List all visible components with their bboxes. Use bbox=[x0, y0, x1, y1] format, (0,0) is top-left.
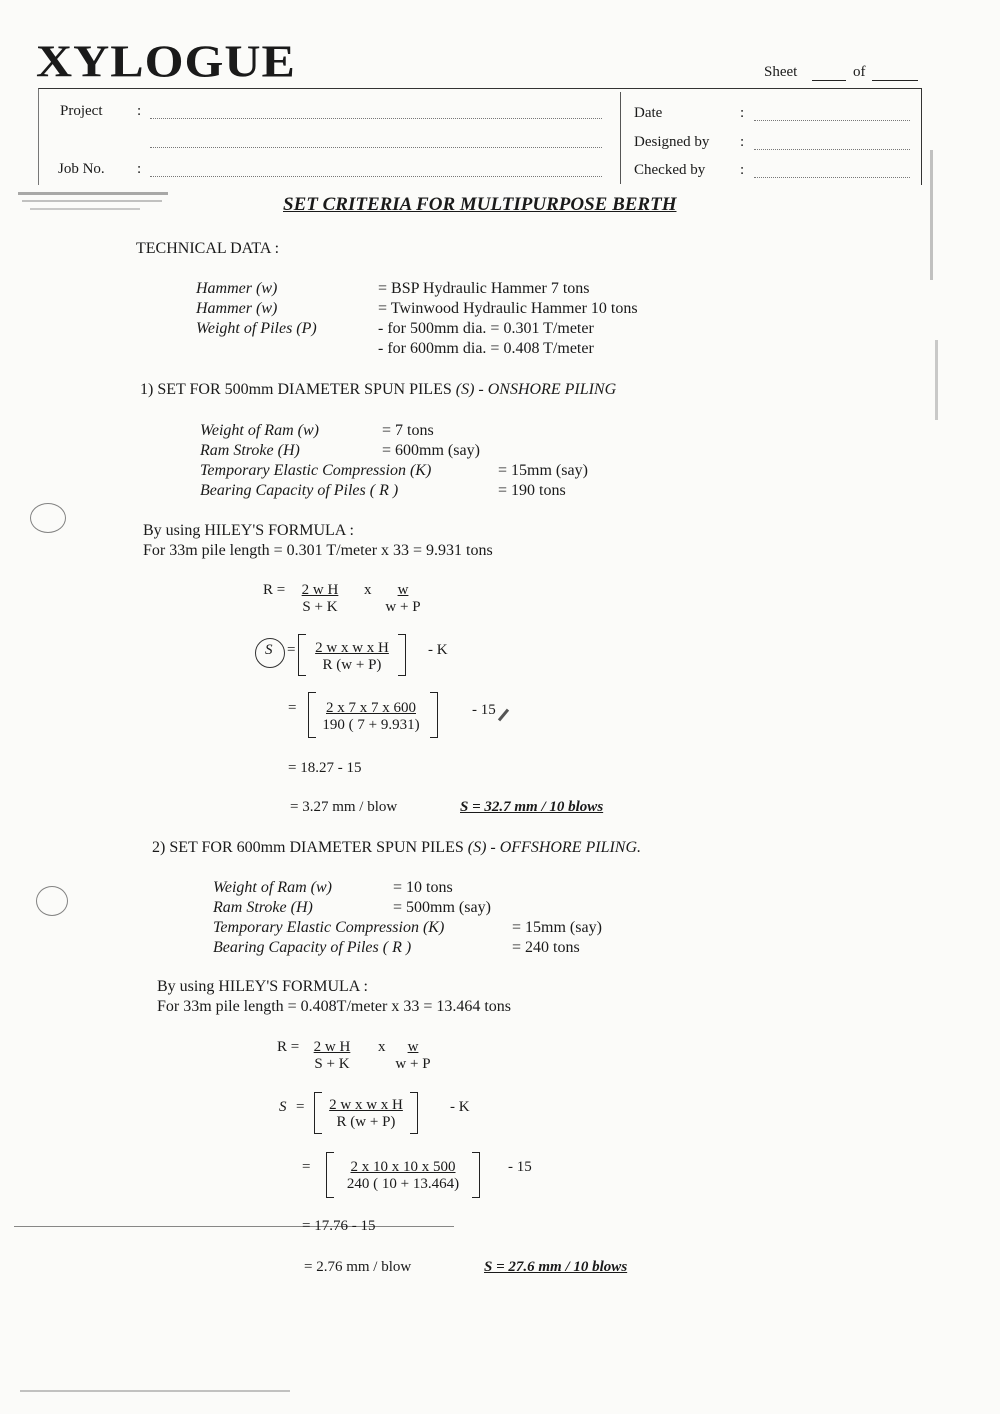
sheet-number-line bbox=[812, 80, 846, 81]
jobno-field-line bbox=[150, 176, 602, 177]
s1-r-den2: w + P bbox=[385, 599, 421, 615]
sheet-total-line bbox=[872, 80, 918, 81]
s1-s-bracket-right bbox=[398, 634, 406, 676]
s2-r-den1: S + K bbox=[314, 1056, 350, 1072]
tech-label-hammer-2: Hammer (w) bbox=[196, 300, 278, 317]
scan-artifact bbox=[935, 340, 938, 420]
s1-sub-bracket-right bbox=[430, 692, 438, 738]
date-label: Date bbox=[634, 105, 663, 121]
s2-pile-length: For 33m pile length = 0.408T/meter x 33 = 13.464 tons bbox=[157, 998, 512, 1015]
tech-value-pile-500: - for 500mm dia. = 0.301 T/meter bbox=[378, 320, 594, 337]
s2-s-eq: = bbox=[296, 1099, 305, 1115]
s1-label-ram-stroke: Ram Stroke (H) bbox=[200, 442, 300, 459]
s2-r-num1: 2 w H bbox=[313, 1039, 351, 1055]
s2-s-label: S bbox=[279, 1099, 287, 1115]
s2-value-elastic-compression: = 15mm (say) bbox=[512, 919, 602, 936]
s2-label-elastic-compression: Temporary Elastic Compression (K) bbox=[213, 919, 445, 936]
s2-label-bearing-capacity: Bearing Capacity of Piles ( R ) bbox=[213, 939, 412, 956]
s1-s-den: R (w + P) bbox=[322, 657, 382, 673]
scan-artifact bbox=[22, 200, 162, 202]
s2-r-den2: w + P bbox=[395, 1056, 431, 1072]
s1-r-num1: 2 w H bbox=[301, 582, 339, 598]
s1-step-2: = 18.27 - 15 bbox=[288, 760, 362, 776]
scan-artifact bbox=[18, 192, 168, 195]
project-field-line-2 bbox=[150, 147, 602, 148]
s1-minus-value: - 15 bbox=[472, 702, 496, 718]
s1-step-3: = 3.27 mm / blow bbox=[290, 799, 398, 815]
tech-value-pile-600: - for 600mm dia. = 0.408 T/meter bbox=[378, 340, 594, 357]
s2-value-ram-weight: = 10 tons bbox=[393, 879, 453, 896]
s2-sub-fraction bbox=[333, 1159, 473, 1193]
date-colon: : bbox=[740, 105, 745, 121]
s1-label-bearing-capacity: Bearing Capacity of Piles ( R ) bbox=[200, 482, 399, 499]
tech-value-hammer-2: = Twinwood Hydraulic Hammer 10 tons bbox=[378, 300, 638, 317]
s1-s-label: S bbox=[265, 642, 273, 658]
s1-result: S = 32.7 mm / 10 blows bbox=[460, 799, 604, 815]
checked-by-colon: : bbox=[740, 162, 745, 178]
s1-r-den1: S + K bbox=[302, 599, 338, 615]
s2-label-ram-stroke: Ram Stroke (H) bbox=[213, 899, 313, 916]
s2-s-bracket-right bbox=[410, 1092, 418, 1134]
s2-value-bearing-capacity: = 240 tons bbox=[512, 939, 580, 956]
s2-r-num2: w bbox=[407, 1039, 419, 1055]
section-1-heading-main: 1) SET FOR 500mm DIAMETER SPUN PILES bbox=[140, 381, 456, 398]
header-divider bbox=[620, 92, 621, 184]
s1-r-fraction-2 bbox=[378, 582, 428, 616]
s1-r-num2: w bbox=[397, 582, 409, 598]
s1-sub-fraction bbox=[312, 700, 430, 734]
s1-s-num: 2 w x w x H bbox=[315, 640, 389, 656]
s2-sub-eq: = bbox=[302, 1159, 311, 1175]
company-logo: XYLOGUE bbox=[36, 35, 296, 87]
project-field-line-1 bbox=[150, 118, 602, 119]
section-2-heading-tail: - OFFSHORE PILING. bbox=[486, 839, 642, 856]
s2-value-ram-stroke: = 500mm (say) bbox=[393, 899, 491, 916]
pencil-mark bbox=[36, 886, 68, 916]
jobno-colon: : bbox=[137, 161, 142, 177]
s1-minus-k: - K bbox=[428, 642, 448, 658]
section-1-heading-s: (S) bbox=[455, 381, 475, 398]
sheet-label: Sheet bbox=[764, 64, 798, 80]
s1-value-ram-stroke: = 600mm (say) bbox=[382, 442, 480, 459]
s2-result: S = 27.6 mm / 10 blows bbox=[484, 1259, 628, 1275]
s1-value-ram-weight: = 7 tons bbox=[382, 422, 434, 439]
scan-artifact bbox=[14, 1226, 454, 1227]
s2-s-den: R (w + P) bbox=[336, 1114, 396, 1130]
s2-label-ram-weight: Weight of Ram (w) bbox=[213, 879, 332, 896]
checked-by-label: Checked by bbox=[634, 162, 706, 178]
s2-s-fraction bbox=[320, 1097, 412, 1131]
designed-by-label: Designed by bbox=[634, 134, 710, 150]
designed-by-colon: : bbox=[740, 134, 745, 150]
s2-minus-k: - K bbox=[450, 1099, 470, 1115]
technical-data-heading: TECHNICAL DATA : bbox=[136, 240, 280, 257]
s2-step-2: = 17.76 - 15 bbox=[302, 1218, 376, 1234]
s2-times: x bbox=[378, 1039, 386, 1055]
s2-r-fraction-2 bbox=[388, 1039, 438, 1073]
checked-by-field-line bbox=[754, 177, 910, 178]
s2-formula-intro: By using HILEY'S FORMULA : bbox=[157, 978, 368, 995]
s1-value-elastic-compression: = 15mm (say) bbox=[498, 462, 588, 479]
s1-r-label: R = bbox=[263, 582, 286, 598]
scan-artifact bbox=[930, 150, 933, 280]
s2-r-label: R = bbox=[277, 1039, 300, 1055]
s1-s-eq: = bbox=[287, 642, 296, 658]
s1-label-elastic-compression: Temporary Elastic Compression (K) bbox=[200, 462, 432, 479]
s1-value-bearing-capacity: = 190 tons bbox=[498, 482, 566, 499]
s2-step-3: = 2.76 mm / blow bbox=[304, 1259, 412, 1275]
check-mark bbox=[498, 709, 509, 722]
section-2-heading bbox=[152, 839, 641, 857]
project-colon: : bbox=[137, 103, 142, 119]
designed-by-field-line bbox=[754, 149, 910, 150]
project-label: Project bbox=[60, 103, 103, 119]
s2-sub-den: 240 ( 10 + 13.464) bbox=[346, 1176, 460, 1192]
section-1-heading bbox=[140, 381, 616, 399]
page-title: SET CRITERIA FOR MULTIPURPOSE BERTH bbox=[283, 194, 677, 215]
s2-minus-value: - 15 bbox=[508, 1159, 532, 1175]
s1-label-ram-weight: Weight of Ram (w) bbox=[200, 422, 319, 439]
pencil-mark bbox=[30, 503, 66, 533]
section-2-heading-main: 2) SET FOR 600mm DIAMETER SPUN PILES bbox=[152, 839, 468, 856]
scan-artifact bbox=[20, 1390, 290, 1392]
s2-s-num: 2 w x w x H bbox=[329, 1097, 403, 1113]
jobno-label: Job No. bbox=[58, 161, 105, 177]
s1-r-fraction-1 bbox=[294, 582, 346, 616]
scan-artifact bbox=[30, 208, 140, 210]
header-box bbox=[38, 88, 922, 185]
s1-sub-num: 2 x 7 x 7 x 600 bbox=[326, 700, 416, 716]
date-field-line bbox=[754, 120, 910, 121]
section-1-heading-tail: - ONSHORE PILING bbox=[474, 381, 617, 398]
tech-label-pile-weight: Weight of Piles (P) bbox=[196, 320, 317, 337]
section-2-heading-s: (S) bbox=[467, 839, 487, 856]
s2-r-fraction-1 bbox=[306, 1039, 358, 1073]
tech-label-hammer-1: Hammer (w) bbox=[196, 280, 278, 297]
s1-times: x bbox=[364, 582, 372, 598]
tech-value-hammer-1: = BSP Hydraulic Hammer 7 tons bbox=[378, 280, 590, 297]
s1-formula-intro: By using HILEY'S FORMULA : bbox=[143, 522, 354, 539]
s1-sub-eq: = bbox=[288, 700, 297, 716]
of-label: of bbox=[853, 64, 866, 80]
s2-sub-bracket-right bbox=[472, 1152, 480, 1198]
s2-sub-num: 2 x 10 x 10 x 500 bbox=[350, 1159, 456, 1175]
s1-s-fraction bbox=[305, 640, 399, 674]
s1-sub-den: 190 ( 7 + 9.931) bbox=[322, 717, 420, 733]
s1-pile-length: For 33m pile length = 0.301 T/meter x 33 = 9.931 tons bbox=[143, 542, 493, 559]
